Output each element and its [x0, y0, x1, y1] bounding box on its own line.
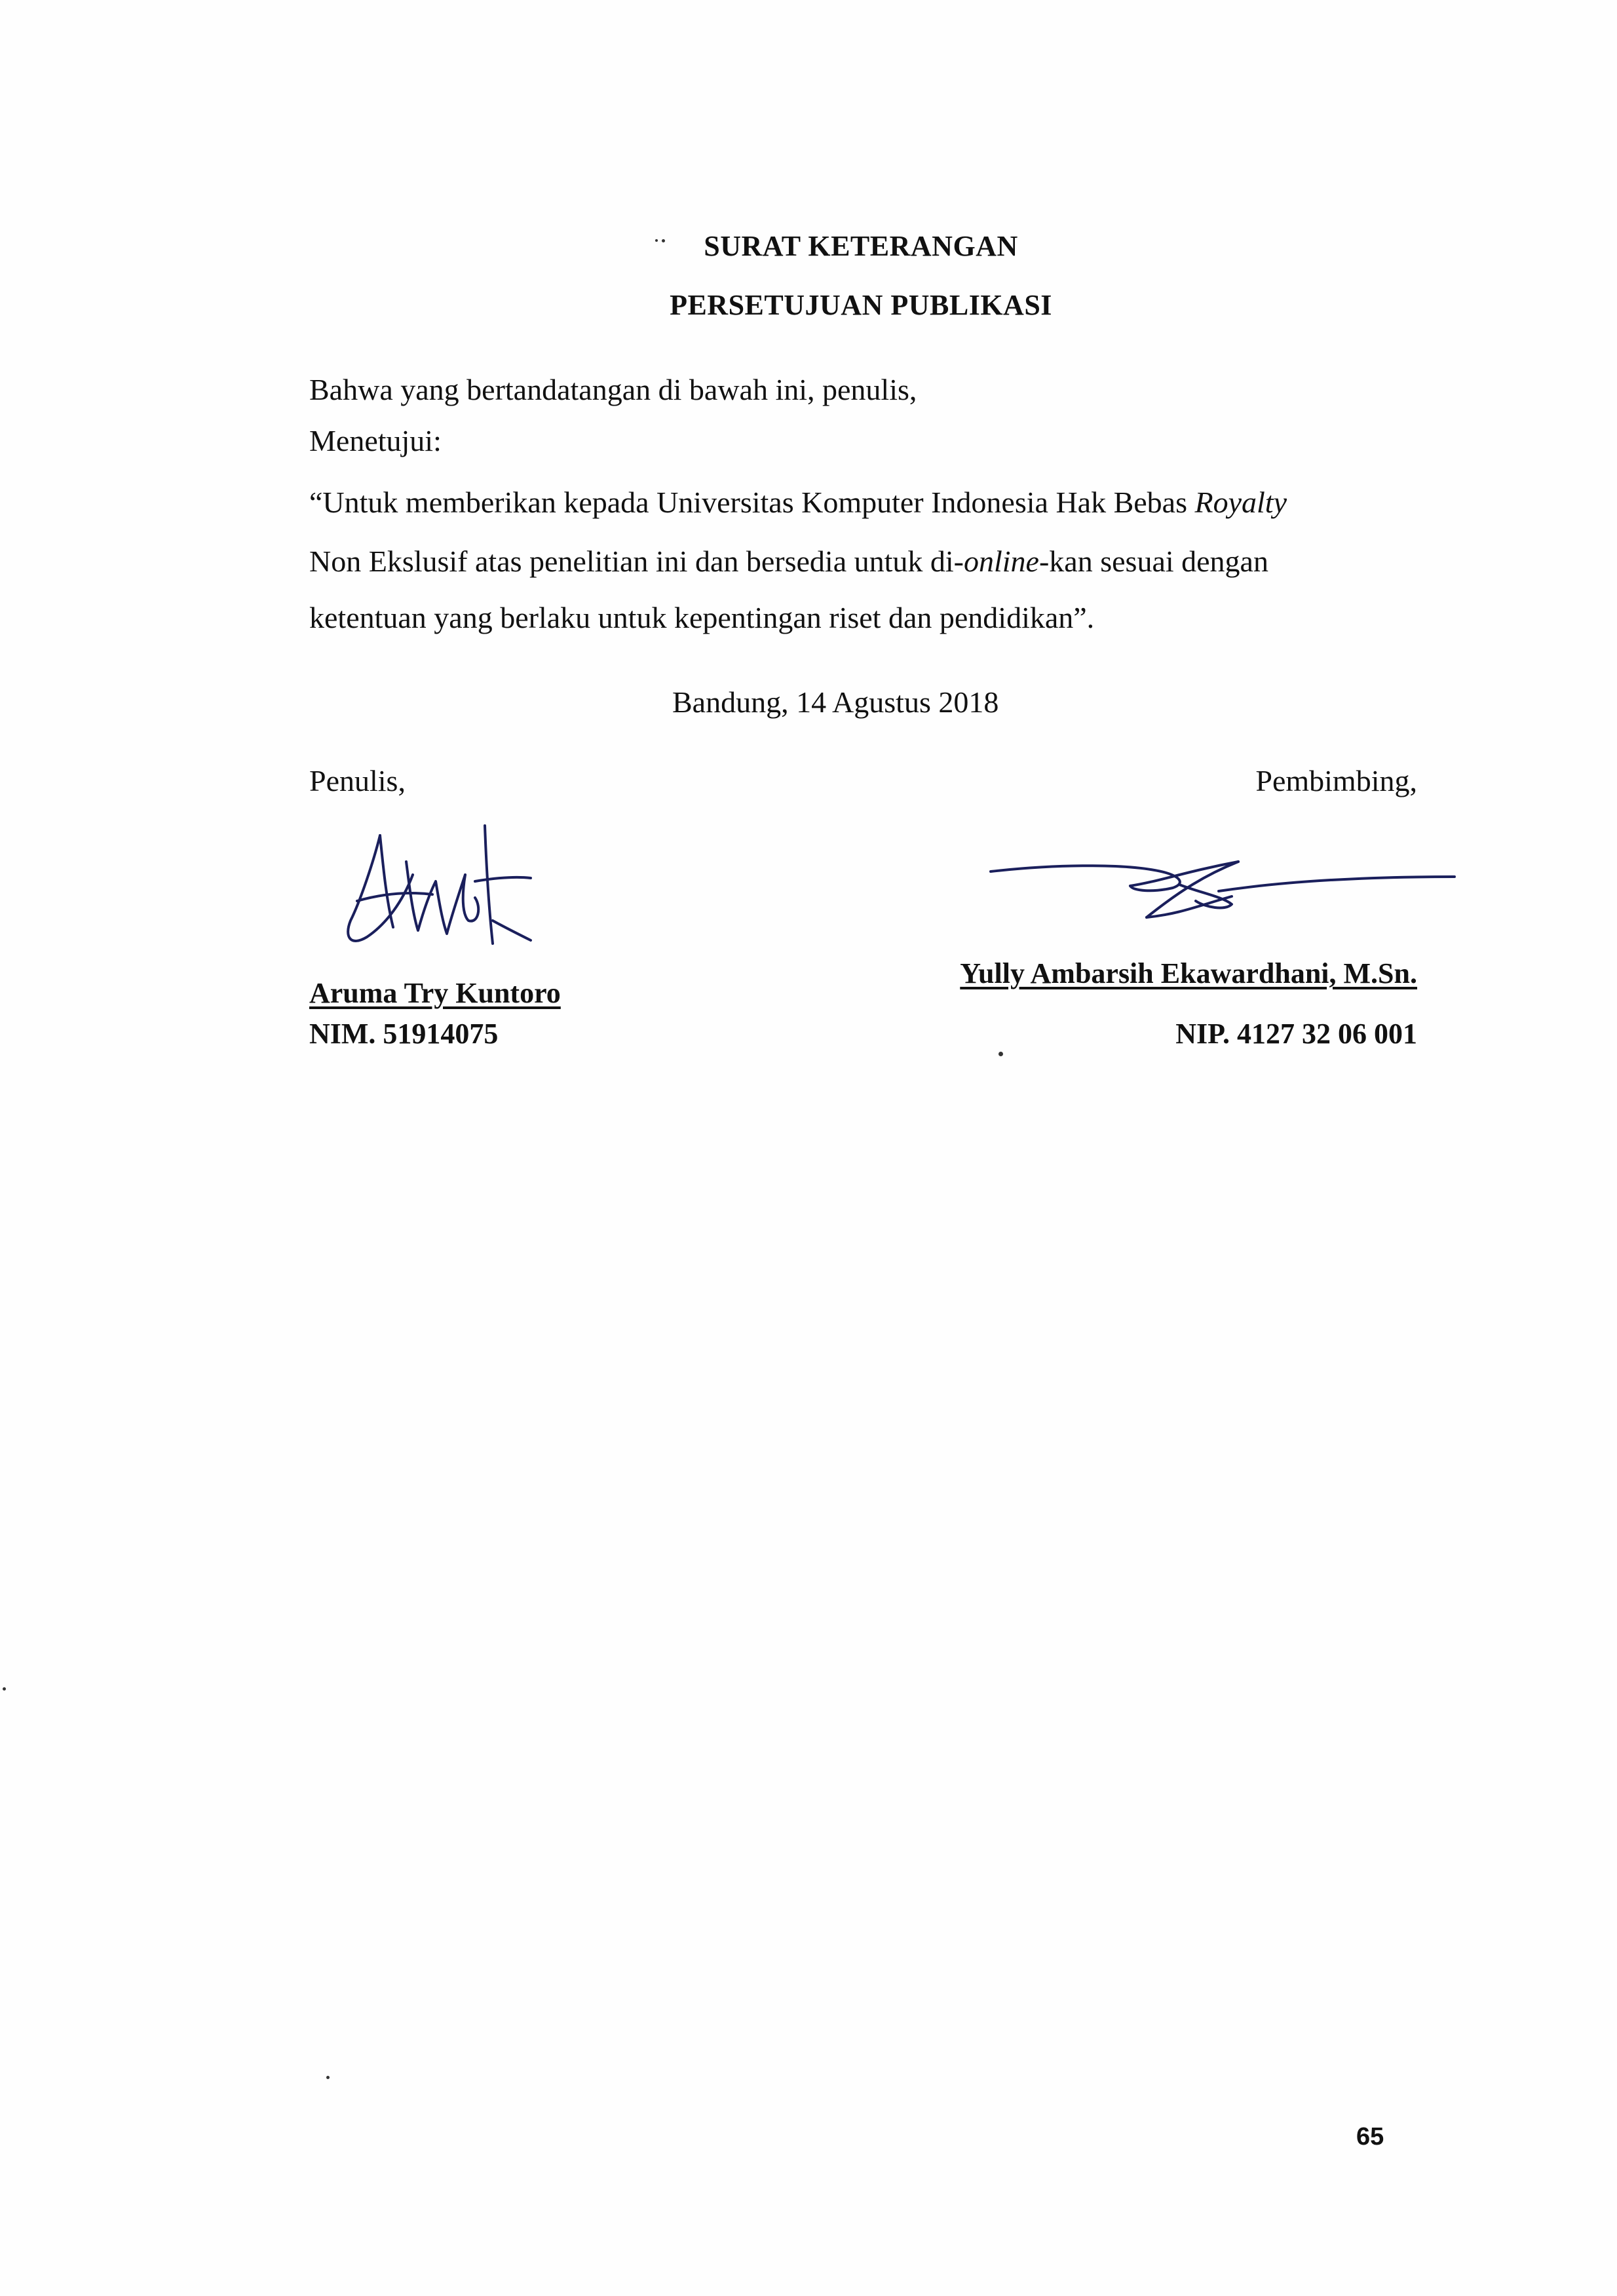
body-line-3-italic: Royalty	[1194, 486, 1287, 519]
body-line-4-end: -kan sesuai dengan	[1038, 545, 1268, 578]
body-line-2: Menetujui:	[309, 424, 442, 457]
body-line-3-text: “Untuk memberikan kepada Universitas Komputer Indonesia Hak Bebas	[309, 486, 1195, 519]
author-signature-icon	[341, 822, 537, 953]
body-line-1: Bahwa yang bertandatangan di bawah ini, penulis,	[309, 373, 917, 406]
supervisor-nip: NIP. 4127 32 06 001	[1175, 1018, 1417, 1050]
body-line-4	[309, 532, 1268, 591]
supervisor-signature-icon	[983, 845, 1461, 930]
scan-speck	[999, 1052, 1003, 1056]
supervisor-role: Pembimbing,	[1255, 764, 1417, 797]
scan-speck	[326, 2076, 330, 2079]
author-nim: NIM. 51914075	[309, 1018, 499, 1050]
page-number: 65	[1356, 2123, 1384, 2151]
supervisor-name: Yully Ambarsih Ekawardhani, M.Sn.	[960, 957, 1417, 989]
body-line-4-text: Non Ekslusif atas penelitian ini dan bersedia untuk di-	[309, 545, 964, 578]
scan-speck	[3, 1687, 6, 1691]
body-line-5: ketentuan yang berlaku untuk kepentingan riset dan pendidikan”.	[309, 601, 1095, 634]
author-name: Aruma Try Kuntoro	[309, 977, 561, 1009]
document-title: SURAT KETERANGAN	[704, 230, 1018, 262]
document-subtitle: PERSETUJUAN PUBLIKASI	[670, 289, 1052, 321]
body-line-4-italic: online	[964, 545, 1039, 578]
body-line-3	[309, 473, 1287, 532]
place-date: Bandung, 14 Agustus 2018	[672, 685, 999, 719]
author-role: Penulis,	[309, 764, 406, 797]
